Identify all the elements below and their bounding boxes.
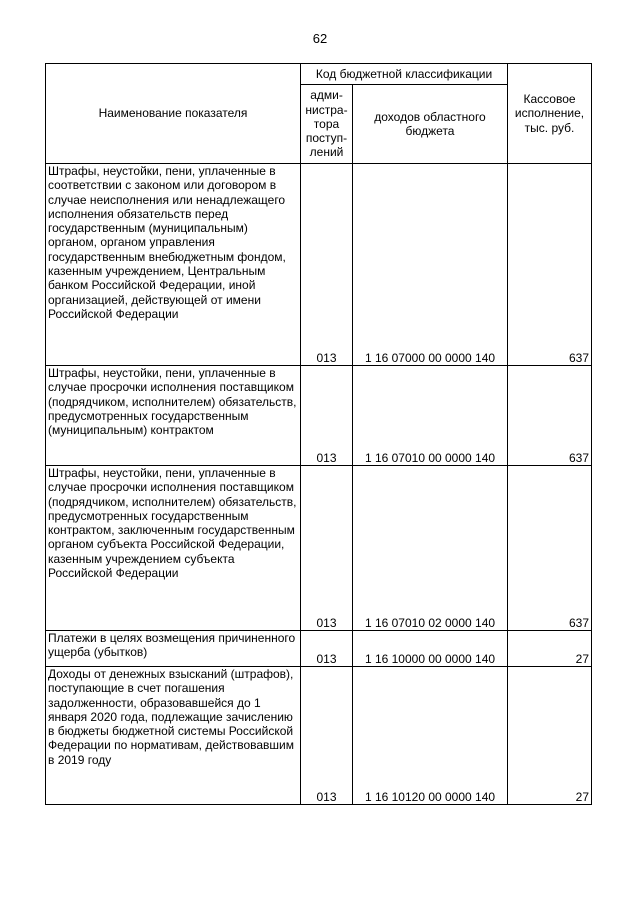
budget-execution-table <box>45 63 592 805</box>
page-number: 62 <box>312 31 328 46</box>
administrator-code-cell: 013 <box>301 631 353 667</box>
indicator-name-cell: Штрафы, неустойки, пени, уплаченные в соответствии с законом или договором в случае неисполнения или ненадлежащего исполнения обязательств перед государственным (муниципальным) органом, органом управления государственным внебюджетным фондом, казенным учреждением, Центральным банком Российской Федерации, иной организацией, действующей от имени Российской Федерации <box>46 164 301 366</box>
indicator-name-cell: Платежи в целях возмещения причиненного ущерба (убытков) <box>46 631 301 667</box>
indicator-name-cell: Доходы от денежных взысканий (штрафов), поступающие в счет погашения задолженности, образовавшейся до 1 января 2020 года, подлежащие зачислению в бюджеты бюджетной системы Российской Федерации по нормативам, действовавшим в 2019 году <box>46 667 301 805</box>
table-row <box>46 466 592 631</box>
classification-code-cell: 1 16 07010 00 0000 140 <box>353 366 508 466</box>
classification-code-cell: 1 16 10120 00 0000 140 <box>353 667 508 805</box>
administrator-code-cell: 013 <box>301 164 353 366</box>
header-budget-classification-code: Код бюджетной классификации <box>301 64 508 85</box>
table-row <box>46 631 592 667</box>
administrator-code-cell: 013 <box>301 466 353 631</box>
header-regional-budget-revenue: доходов областного бюджета <box>353 85 508 164</box>
table-row <box>46 164 592 366</box>
header-indicator-name: Наименование показателя <box>46 64 301 164</box>
header-cash-execution: Кассовое исполнение, тыс. руб. <box>508 64 592 164</box>
classification-code-cell: 1 16 10000 00 0000 140 <box>353 631 508 667</box>
amount-cell: 637 <box>508 164 592 366</box>
administrator-code-cell: 013 <box>301 366 353 466</box>
amount-cell: 27 <box>508 667 592 805</box>
classification-code-cell: 1 16 07000 00 0000 140 <box>353 164 508 366</box>
classification-code-cell: 1 16 07010 02 0000 140 <box>353 466 508 631</box>
header-revenue-administrator: адми-нистра-тора поступ-лений <box>301 85 353 164</box>
indicator-name-cell: Штрафы, неустойки, пени, уплаченные в случае просрочки исполнения поставщиком (подрядчиком, исполнителем) обязательств, предусмотренных государственным (муниципальным) контрактом <box>46 366 301 466</box>
amount-cell: 637 <box>508 366 592 466</box>
table-row <box>46 667 592 805</box>
indicator-name-cell: Штрафы, неустойки, пени, уплаченные в случае просрочки исполнения поставщиком (подрядчиком, исполнителем) обязательств, предусмотренных государственным контрактом, заключенным государственным органом субъекта Российской Федерации, казенным учреждением субъекта Российской Федерации <box>46 466 301 631</box>
administrator-code-cell: 013 <box>301 667 353 805</box>
amount-cell: 27 <box>508 631 592 667</box>
amount-cell: 637 <box>508 466 592 631</box>
table-row <box>46 366 592 466</box>
